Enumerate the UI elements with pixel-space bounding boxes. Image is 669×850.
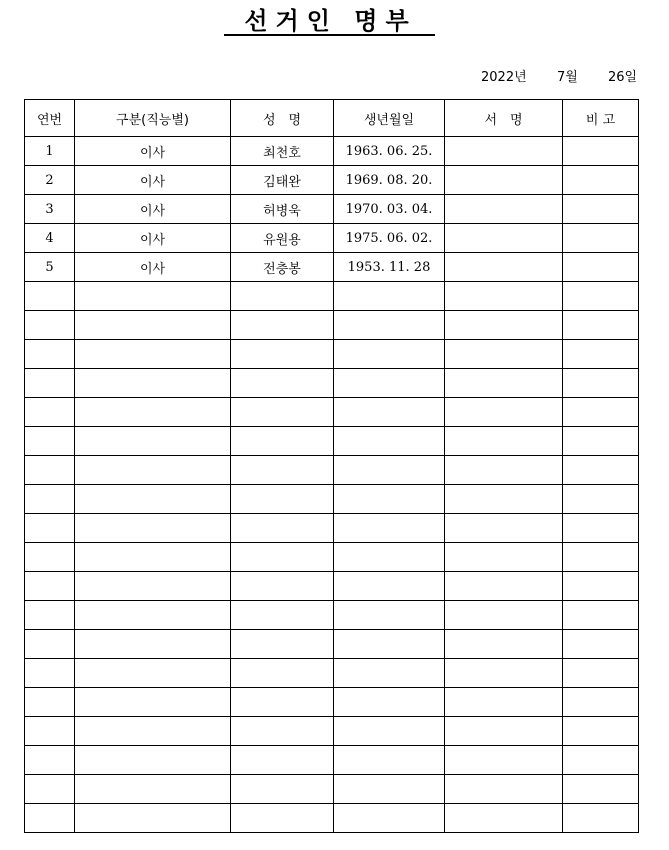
cell-name [231, 804, 334, 833]
cell-birthdate: 1953. 11. 28 [334, 253, 445, 282]
cell-birthdate [334, 514, 445, 543]
date-day: 26일 [608, 70, 638, 85]
table-row [25, 137, 639, 166]
cell-note [563, 166, 639, 195]
cell-category: 이사 [75, 166, 231, 195]
cell-signature [445, 514, 563, 543]
cell-note [563, 282, 639, 311]
cell-category: 이사 [75, 137, 231, 166]
cell-birthdate [334, 543, 445, 572]
cell-name: 허병욱 [231, 195, 334, 224]
cell-note [563, 775, 639, 804]
cell-birthdate: 1975. 06. 02. [334, 224, 445, 253]
cell-name [231, 717, 334, 746]
table-row [25, 601, 639, 630]
cell-note [563, 572, 639, 601]
column-header-signature: 서 명 [445, 100, 563, 137]
cell-no [25, 804, 75, 833]
cell-category [75, 369, 231, 398]
column-header-note: 비 고 [563, 100, 639, 137]
cell-birthdate [334, 456, 445, 485]
cell-signature [445, 166, 563, 195]
voter-roster-table [24, 99, 639, 833]
cell-name [231, 340, 334, 369]
cell-note [563, 543, 639, 572]
cell-signature [445, 630, 563, 659]
cell-birthdate [334, 427, 445, 456]
cell-category [75, 630, 231, 659]
table-row [25, 311, 639, 340]
cell-signature [445, 804, 563, 833]
cell-category [75, 398, 231, 427]
cell-name [231, 282, 334, 311]
cell-signature [445, 369, 563, 398]
cell-no [25, 311, 75, 340]
cell-category [75, 340, 231, 369]
cell-category [75, 456, 231, 485]
cell-no [25, 369, 75, 398]
cell-birthdate [334, 369, 445, 398]
table-row [25, 456, 639, 485]
cell-category [75, 485, 231, 514]
cell-no: 2 [25, 166, 75, 195]
cell-name [231, 514, 334, 543]
cell-signature [445, 543, 563, 572]
cell-category [75, 775, 231, 804]
table-row [25, 746, 639, 775]
cell-category [75, 601, 231, 630]
column-header-no: 연번 [25, 100, 75, 137]
cell-no [25, 688, 75, 717]
cell-note [563, 717, 639, 746]
cell-no [25, 659, 75, 688]
cell-category: 이사 [75, 195, 231, 224]
cell-no [25, 630, 75, 659]
cell-signature [445, 485, 563, 514]
table-row [25, 543, 639, 572]
cell-name [231, 601, 334, 630]
cell-category: 이사 [75, 224, 231, 253]
cell-note [563, 804, 639, 833]
cell-no [25, 514, 75, 543]
cell-name [231, 543, 334, 572]
cell-note [563, 485, 639, 514]
cell-birthdate [334, 572, 445, 601]
cell-no [25, 427, 75, 456]
cell-no: 4 [25, 224, 75, 253]
cell-name [231, 456, 334, 485]
cell-name [231, 746, 334, 775]
cell-birthdate: 1963. 06. 25. [334, 137, 445, 166]
cell-name: 유원용 [231, 224, 334, 253]
cell-note [563, 137, 639, 166]
cell-note [563, 630, 639, 659]
table-row [25, 369, 639, 398]
cell-no [25, 601, 75, 630]
table-row [25, 485, 639, 514]
cell-note [563, 427, 639, 456]
cell-name [231, 659, 334, 688]
cell-name [231, 427, 334, 456]
table-row [25, 398, 639, 427]
cell-signature [445, 195, 563, 224]
cell-birthdate [334, 282, 445, 311]
date-year: 2022년 [481, 70, 527, 85]
cell-name [231, 572, 334, 601]
cell-no: 3 [25, 195, 75, 224]
cell-signature [445, 224, 563, 253]
cell-birthdate [334, 601, 445, 630]
cell-category: 이사 [75, 253, 231, 282]
cell-no [25, 282, 75, 311]
cell-name: 최천호 [231, 137, 334, 166]
cell-signature [445, 427, 563, 456]
cell-name [231, 485, 334, 514]
cell-name [231, 630, 334, 659]
cell-signature [445, 456, 563, 485]
cell-no: 1 [25, 137, 75, 166]
table-row [25, 514, 639, 543]
cell-note [563, 514, 639, 543]
cell-no [25, 456, 75, 485]
cell-signature [445, 572, 563, 601]
cell-birthdate [334, 804, 445, 833]
cell-signature [445, 340, 563, 369]
cell-name [231, 775, 334, 804]
table-row [25, 572, 639, 601]
cell-note [563, 311, 639, 340]
column-header-name: 성 명 [231, 100, 334, 137]
cell-note [563, 253, 639, 282]
table-row [25, 253, 639, 282]
cell-no [25, 340, 75, 369]
cell-signature [445, 659, 563, 688]
cell-note [563, 456, 639, 485]
cell-note [563, 340, 639, 369]
table-row [25, 195, 639, 224]
cell-no [25, 572, 75, 601]
cell-name [231, 369, 334, 398]
cell-birthdate [334, 630, 445, 659]
cell-note [563, 659, 639, 688]
cell-name [231, 688, 334, 717]
cell-note [563, 195, 639, 224]
table-body [25, 137, 639, 833]
cell-birthdate [334, 659, 445, 688]
cell-signature [445, 137, 563, 166]
cell-birthdate [334, 398, 445, 427]
cell-name [231, 311, 334, 340]
cell-category [75, 572, 231, 601]
table-row [25, 775, 639, 804]
cell-no [25, 717, 75, 746]
table-row [25, 224, 639, 253]
cell-name: 전충봉 [231, 253, 334, 282]
cell-birthdate [334, 746, 445, 775]
cell-no [25, 398, 75, 427]
cell-no [25, 775, 75, 804]
cell-signature [445, 775, 563, 804]
cell-category [75, 427, 231, 456]
cell-category [75, 746, 231, 775]
cell-birthdate: 1969. 08. 20. [334, 166, 445, 195]
cell-no [25, 543, 75, 572]
cell-birthdate [334, 688, 445, 717]
cell-birthdate [334, 485, 445, 514]
cell-category [75, 543, 231, 572]
table-row [25, 804, 639, 833]
cell-category [75, 659, 231, 688]
cell-name [231, 398, 334, 427]
cell-category [75, 282, 231, 311]
document-title: 선거인 명부 [244, 6, 417, 35]
column-header-category: 구분(직능별) [75, 100, 231, 137]
table-header-row [25, 100, 639, 137]
cell-category [75, 804, 231, 833]
table-row [25, 282, 639, 311]
column-header-birthdate: 생년월일 [334, 100, 445, 137]
cell-signature [445, 717, 563, 746]
cell-signature [445, 746, 563, 775]
cell-birthdate [334, 311, 445, 340]
cell-note [563, 746, 639, 775]
table-row [25, 166, 639, 195]
cell-birthdate [334, 775, 445, 804]
table-row [25, 630, 639, 659]
cell-category [75, 311, 231, 340]
title-underline [224, 34, 435, 36]
cell-category [75, 514, 231, 543]
cell-name: 김태완 [231, 166, 334, 195]
cell-note [563, 688, 639, 717]
cell-signature [445, 398, 563, 427]
table-row [25, 717, 639, 746]
cell-signature [445, 282, 563, 311]
cell-note [563, 601, 639, 630]
cell-birthdate [334, 340, 445, 369]
cell-no [25, 746, 75, 775]
cell-note [563, 398, 639, 427]
cell-birthdate: 1970. 03. 04. [334, 195, 445, 224]
table-row [25, 340, 639, 369]
cell-category [75, 717, 231, 746]
cell-no: 5 [25, 253, 75, 282]
cell-signature [445, 601, 563, 630]
cell-signature [445, 688, 563, 717]
cell-note [563, 369, 639, 398]
cell-category [75, 688, 231, 717]
cell-signature [445, 253, 563, 282]
table-row [25, 688, 639, 717]
date-month: 7월 [557, 70, 578, 85]
cell-signature [445, 311, 563, 340]
table-row [25, 427, 639, 456]
cell-note [563, 224, 639, 253]
cell-birthdate [334, 717, 445, 746]
table-row [25, 659, 639, 688]
cell-no [25, 485, 75, 514]
